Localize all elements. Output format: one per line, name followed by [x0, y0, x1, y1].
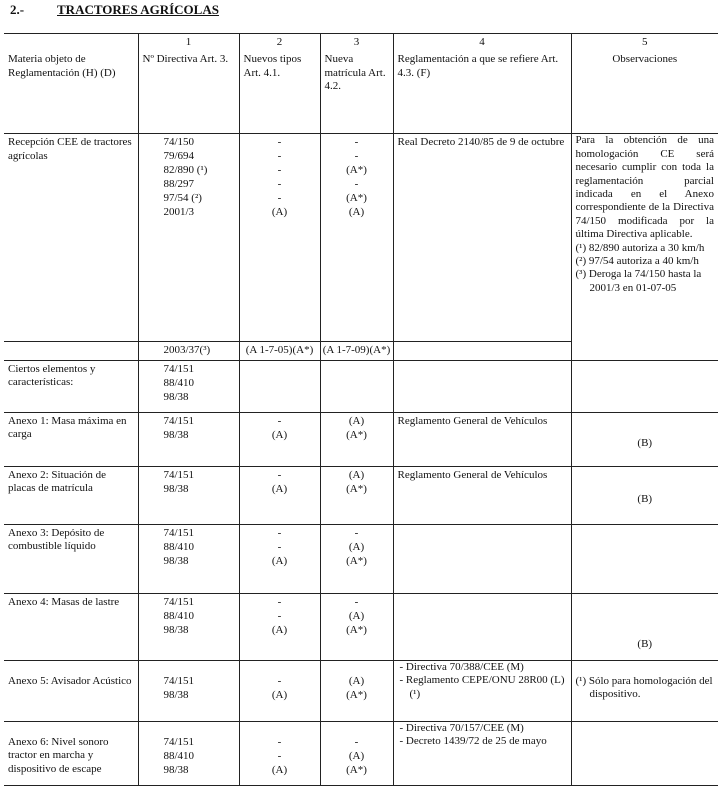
materia-cell: Anexo 6: Nivel sonoro tractor en marcha y dispositivo de escape [4, 721, 138, 785]
directiva-cell: 74/150 79/694 82/890 (¹) 88/297 97/54 (²) 2001/3 [138, 134, 239, 342]
header-nueva-matricula: Nueva matrícula Art. 4.2. [320, 51, 393, 134]
nuevos-tipos-cell: - (A) [239, 412, 320, 466]
section-title: TRACTORES AGRÍCOLAS [57, 2, 219, 17]
nueva-matricula-cell: - (A) (A*) [320, 593, 393, 660]
materia-cell: Anexo 5: Avisador Acústico [4, 660, 138, 721]
observation-note: (¹) 82/890 autoriza a 30 km/h [575, 241, 705, 254]
column-number: 1 [138, 34, 239, 52]
directiva-cell: 74/151 88/410 98/38 [138, 524, 239, 593]
directiva-cell: 74/151 88/410 98/38 [138, 360, 239, 412]
materia-cell: Anexo 1: Masa máxima en carga [4, 412, 138, 466]
directiva-cell: 74/151 88/410 98/38 [138, 721, 239, 785]
table-row [4, 360, 718, 412]
nuevos-tipos-cell: - - - - - (A) [239, 134, 320, 342]
table-row [4, 593, 718, 660]
nueva-matricula-cell: (A) (A*) [320, 466, 393, 524]
materia-cell: Ciertos elementos y características: [4, 360, 138, 412]
nueva-matricula-cell: (A 1-7-09)(A*) [320, 342, 393, 360]
nuevos-tipos-cell: - (A) [239, 466, 320, 524]
table-row [4, 466, 718, 524]
header-directiva: Nº Directiva Art. 3. [142, 53, 229, 66]
header-observaciones: Observaciones [571, 51, 718, 134]
section-heading [10, 2, 219, 18]
materia-cell: Recepción CEE de tractores agrícolas [4, 134, 138, 342]
observaciones-cell: (¹) Sólo para homologación del dispositivo. [571, 660, 718, 721]
nueva-matricula-cell: - (A) (A*) [320, 524, 393, 593]
table-row [4, 412, 718, 466]
nuevos-tipos-cell: - (A) [239, 660, 320, 721]
section-number: 2.- [10, 2, 25, 17]
observaciones-cell: (B) [571, 466, 718, 524]
column-number: 2 [239, 34, 320, 52]
nuevos-tipos-cell: - - (A) [239, 593, 320, 660]
observation-note: (²) 97/54 autoriza a 40 km/h [575, 255, 699, 268]
materia-cell: Anexo 4: Masas de lastre [4, 593, 138, 660]
table-row [4, 134, 718, 342]
reglamentacion-cell: Real Decreto 2140/85 de 9 de octubre [393, 134, 571, 342]
observaciones-cell: (B) [571, 593, 718, 660]
table-row [4, 721, 718, 785]
column-number: 4 [393, 34, 571, 52]
regulation-table [4, 33, 718, 786]
directiva-cell: 74/151 98/38 [138, 660, 239, 721]
nueva-matricula-cell: (A) (A*) [320, 412, 393, 466]
materia-cell: Anexo 3: Depósito de combustible líquido [4, 524, 138, 593]
header-materia: Materia objeto de Reglamentación (H) (D) [4, 51, 138, 134]
reglamentacion-cell: - Directiva 70/157/CEE (M) - Decreto 1439/72 de 25 de mayo [393, 721, 571, 785]
materia-cell: Anexo 2: Situación de placas de matrícula [4, 466, 138, 524]
observation-note: (³) Deroga la 74/150 hasta la 2001/3 en 01-07-05 [575, 268, 702, 294]
column-number-row [4, 34, 718, 52]
observaciones-cell: (B) [571, 412, 718, 466]
directiva-cell: 74/151 88/410 98/38 [138, 593, 239, 660]
header-row [4, 51, 718, 134]
nueva-matricula-cell: - (A) (A*) [320, 721, 393, 785]
header-nuevos-tipos: Nuevos tipos Art. 4.1. [239, 51, 320, 134]
directiva-cell: 74/151 98/38 [138, 412, 239, 466]
directiva-cell: 2003/37(³) [138, 342, 239, 360]
table-row [4, 660, 718, 721]
table-row [4, 524, 718, 593]
column-number: 3 [320, 34, 393, 52]
nuevos-tipos-cell: (A 1-7-05)(A*) [239, 342, 320, 360]
nuevos-tipos-cell: - - (A) [239, 524, 320, 593]
column-number: 5 [571, 34, 718, 52]
header-reglamentacion: Reglamentación a que se refiere Art. 4.3. (F) [393, 51, 571, 134]
directiva-cell: 74/151 98/38 [138, 466, 239, 524]
reglamentacion-cell: - Directiva 70/388/CEE (M) - Reglamento CEPE/ONU 28R00 (L) (¹) [393, 660, 571, 721]
nueva-matricula-cell: (A) (A*) [320, 660, 393, 721]
observaciones-cell [571, 134, 718, 360]
reglamentacion-cell: Reglamento General de Vehículos [393, 466, 571, 524]
observation-text: Para la obtención de una homologación CE será necesario cumplir con toda la reglamentación parcial indicada en el Anexo correspondiente de la Directiva 74/150 modificada por la última Directiva aplicable. [575, 134, 714, 241]
reglamentacion-cell: Reglamento General de Vehículos [393, 412, 571, 466]
nueva-matricula-cell: - - (A*) - (A*) (A) [320, 134, 393, 342]
nuevos-tipos-cell: - - (A) [239, 721, 320, 785]
